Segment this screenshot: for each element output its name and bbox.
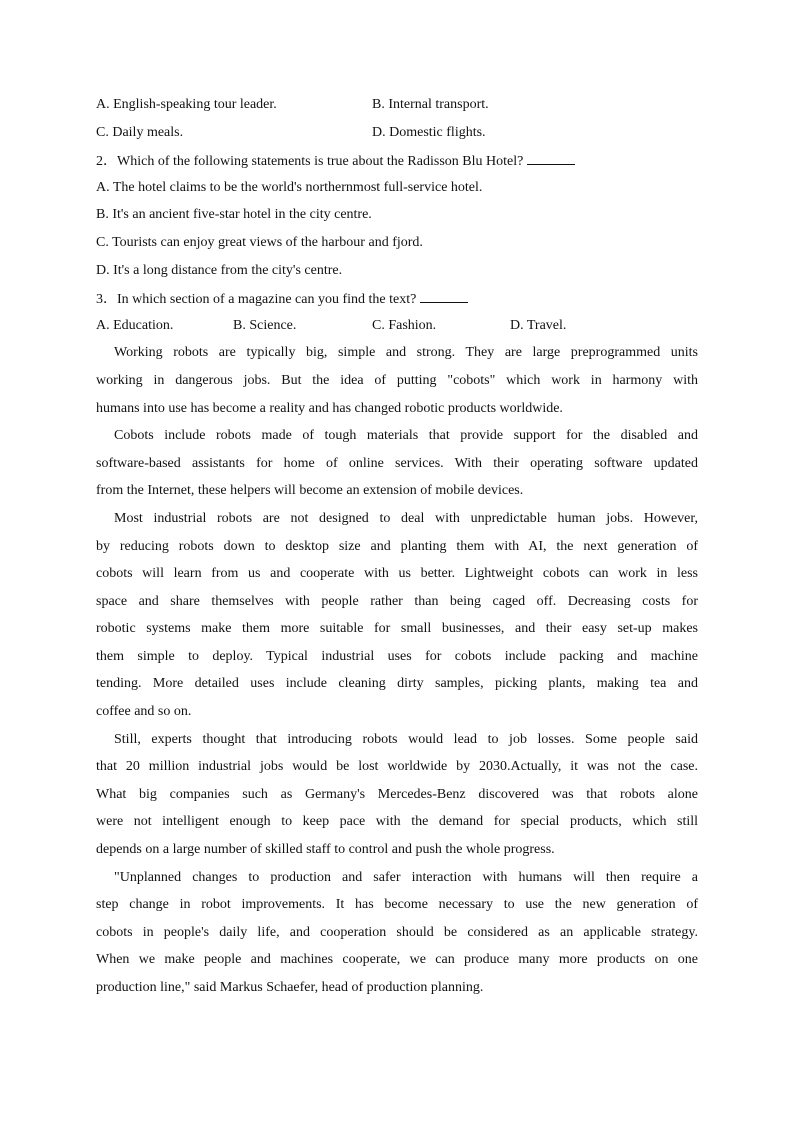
option-b: B. Internal transport. (372, 97, 489, 112)
option-a: A. English-speaking tour leader. (96, 97, 277, 112)
q3-option-a: A. Education. (96, 317, 174, 333)
paragraph-line: were not intelligent enough to keep pace with the demand for special products, which still (96, 814, 698, 830)
paragraph (96, 343, 698, 426)
paragraph (96, 730, 698, 868)
paragraph-line: robotic systems make them more suitable for small businesses, and their easy set-up makes (96, 621, 698, 637)
paragraph-line: humans into use has become a reality and has changed robotic products worldwide. (96, 400, 563, 416)
document-page (96, 95, 698, 1006)
paragraph (96, 426, 698, 509)
answer-blank (527, 150, 575, 165)
paragraph-line: from the Internet, these helpers will become an extension of mobile devices. (96, 483, 524, 499)
paragraph-line: space and share themselves with people rather than being caged off. Decreasing costs for (96, 593, 698, 609)
question-2-stem: 2．Which of the following statements is true about the Radisson Blu Hotel? (96, 154, 524, 170)
paragraph-line: that 20 million industrial jobs would be lost worldwide by 2030.Actually, it was not the case. (96, 759, 698, 775)
reading-passage (96, 343, 698, 1005)
q2-option-d: D. It's a long distance from the city's centre. (96, 262, 343, 278)
paragraph-line: "Unplanned changes to production and safer interaction with humans will then require a (114, 869, 698, 885)
paragraph-line: production line," said Markus Schaefer, head of production planning. (96, 980, 484, 995)
paragraph-line: Most industrial robots are not designed to deal with unpredictable human jobs. However, (114, 510, 698, 526)
paragraph-line: Still, experts thought that introducing robots would lead to job losses. Some people said (114, 731, 698, 747)
q2-option-a: A. The hotel claims to be the world's northernmost full-service hotel. (96, 179, 483, 195)
q2-option-c: C. Tourists can enjoy great views of the harbour and fjord. (96, 234, 423, 250)
paragraph-line: cobots will learn from us and cooperate with us better. Lightweight cobots can work in less (96, 566, 698, 582)
paragraph-line: them simple to deploy. Typical industrial uses for cobots include packing and machine (96, 648, 698, 664)
question-3-stem: 3．In which section of a magazine can you find the text? (96, 292, 417, 308)
paragraph (96, 509, 698, 730)
question-2 (96, 150, 698, 178)
paragraph-line: software-based assistants for home of online services. With their operating software updated (96, 455, 698, 471)
paragraph (96, 868, 698, 1006)
paragraph-line: cobots in people's daily life, and cooperation should be considered as an applicable strategy. (96, 924, 698, 940)
q2-option-b: B. It's an ancient five-star hotel in the city centre. (96, 207, 372, 223)
paragraph-line: When we make people and machines cooperate, we can produce many more products on one (96, 952, 698, 968)
paragraph-line: What big companies such as Germany's Mercedes-Benz discovered was that robots alone (96, 786, 698, 802)
q1-options-row-1 (96, 95, 698, 123)
answer-blank (420, 288, 468, 303)
question-3 (96, 288, 698, 316)
paragraph-line: working in dangerous jobs. But the idea of putting "cobots" which work in harmony with (96, 372, 698, 388)
paragraph-line: step change in robot improvements. It has become necessary to use the new generation of (96, 897, 698, 913)
paragraph-line: coffee and so on. (96, 704, 192, 720)
paragraph-line: depends on a large number of skilled staff to control and push the whole progress. (96, 842, 555, 858)
option-d: D. Domestic flights. (372, 124, 486, 140)
paragraph-line: by reducing robots down to desktop size and planting them with AI, the next generation of (96, 538, 698, 554)
paragraph-line: Cobots include robots made of tough materials that provide support for the disabled and (114, 428, 698, 444)
q3-option-c: C. Fashion. (372, 317, 437, 333)
q3-options (96, 316, 698, 344)
option-c: C. Daily meals. (96, 124, 184, 140)
q3-option-d: D. Travel. (510, 317, 567, 333)
q1-options-row-2 (96, 123, 698, 151)
q3-option-b: B. Science. (233, 317, 297, 333)
paragraph-line: Working robots are typically big, simple and strong. They are large preprogrammed units (114, 345, 698, 361)
paragraph-line: tending. More detailed uses include cleaning dirty samples, picking plants, making tea and (96, 676, 698, 692)
